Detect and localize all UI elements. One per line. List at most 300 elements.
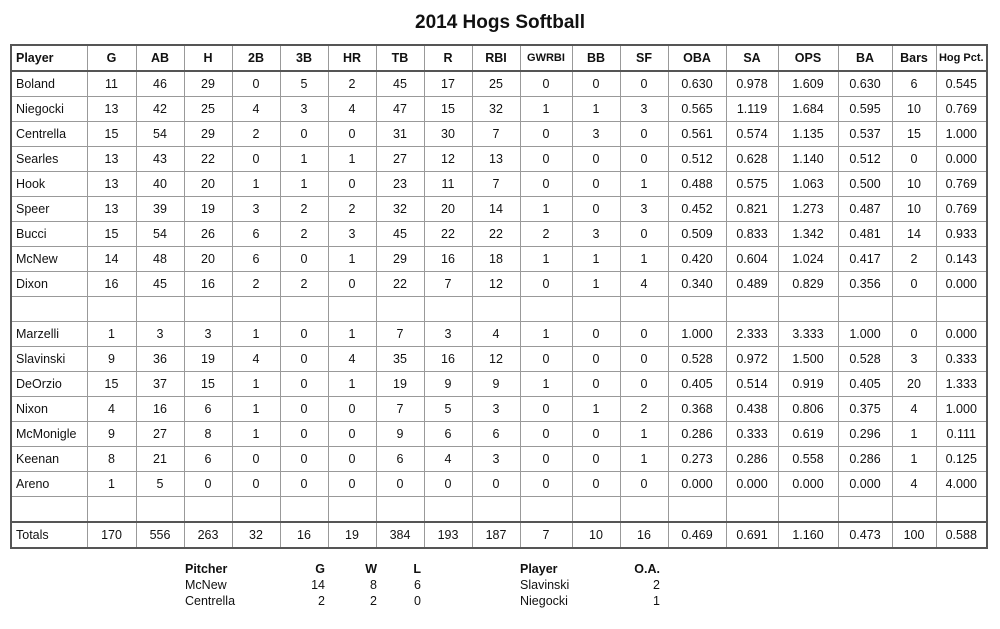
stat-cell: 1.063 [778, 172, 838, 197]
player-name-cell: McNew [11, 247, 87, 272]
stat-cell: 0 [520, 71, 572, 97]
stat-cell: 0.143 [936, 247, 987, 272]
column-header: AB [136, 45, 184, 71]
stat-cell: 0 [572, 322, 620, 347]
stat-cell: 10 [892, 172, 936, 197]
stat-cell: 0 [572, 447, 620, 472]
stat-cell: 47 [376, 97, 424, 122]
stat-cell: 29 [184, 71, 232, 97]
table-row [11, 172, 987, 197]
stat-cell: 4 [892, 472, 936, 497]
stat-cell: 1.000 [936, 122, 987, 147]
pitcher-table [185, 561, 421, 609]
stat-cell: 9 [424, 372, 472, 397]
stat-cell: 1 [620, 447, 668, 472]
stat-cell: 27 [136, 422, 184, 447]
stat-cell: 2 [328, 197, 376, 222]
stat-cell: 0.000 [778, 472, 838, 497]
stat-cell [778, 497, 838, 523]
stat-cell: 0.512 [838, 147, 892, 172]
stat-cell [87, 497, 136, 523]
stat-cell: 0 [620, 322, 668, 347]
column-header: H [184, 45, 232, 71]
stat-cell: 29 [184, 122, 232, 147]
stat-cell: 0 [520, 472, 572, 497]
stat-cell: 0 [620, 472, 668, 497]
stat-cell: 3 [472, 397, 520, 422]
stat-cell [520, 497, 572, 523]
stat-cell: 22 [472, 222, 520, 247]
total-cell: 556 [136, 522, 184, 548]
stat-cell: 37 [136, 372, 184, 397]
stat-cell: 3 [136, 322, 184, 347]
total-cell: 32 [232, 522, 280, 548]
stat-cell: 3.333 [778, 322, 838, 347]
stat-cell: 9 [376, 422, 424, 447]
stat-cell: 1 [892, 447, 936, 472]
pitcher-stat: 8 [370, 578, 377, 592]
stat-cell: 0.630 [668, 71, 726, 97]
stat-cell: 0.286 [668, 422, 726, 447]
pitcher-name: McNew [185, 578, 227, 592]
stat-cell: 0 [520, 122, 572, 147]
stat-cell: 48 [136, 247, 184, 272]
stat-cell: 5 [424, 397, 472, 422]
stat-cell [668, 497, 726, 523]
stat-cell: 0 [892, 147, 936, 172]
stat-cell: 22 [184, 147, 232, 172]
stat-cell: 32 [376, 197, 424, 222]
pitcher-stat: 6 [414, 578, 421, 592]
stat-cell: 0.356 [838, 272, 892, 297]
column-header: SF [620, 45, 668, 71]
stat-cell: 16 [424, 247, 472, 272]
stat-cell: 5 [280, 71, 328, 97]
stat-cell: 0 [280, 122, 328, 147]
stat-cell [328, 297, 376, 322]
column-header: GWRBI [520, 45, 572, 71]
stat-cell: 0.833 [726, 222, 778, 247]
stat-cell: 40 [136, 172, 184, 197]
stat-cell: 0 [328, 397, 376, 422]
stat-cell: 0.528 [838, 347, 892, 372]
total-cell: 1.160 [778, 522, 838, 548]
stat-cell: 45 [376, 222, 424, 247]
stat-cell [136, 497, 184, 523]
stat-cell: 1.000 [936, 397, 987, 422]
stat-cell: 2 [232, 272, 280, 297]
player-name-cell: Hook [11, 172, 87, 197]
stat-cell [232, 497, 280, 523]
batting-stats-table [10, 44, 988, 549]
table-row [11, 122, 987, 147]
stat-cell: 0.509 [668, 222, 726, 247]
stat-cell: 4 [424, 447, 472, 472]
stat-cell: 0.405 [838, 372, 892, 397]
player-name-cell: Niegocki [11, 97, 87, 122]
stat-cell: 6 [232, 222, 280, 247]
stat-cell: 0 [572, 172, 620, 197]
stat-cell: 0.512 [668, 147, 726, 172]
player-name-cell: Speer [11, 197, 87, 222]
stat-cell: 20 [184, 247, 232, 272]
stat-cell: 20 [424, 197, 472, 222]
stat-cell: 13 [87, 147, 136, 172]
stat-cell: 7 [472, 172, 520, 197]
stat-cell: 23 [376, 172, 424, 197]
stat-cell: 0 [328, 122, 376, 147]
stat-cell: 27 [376, 147, 424, 172]
stat-cell [620, 297, 668, 322]
stat-cell: 0 [572, 472, 620, 497]
stat-cell: 1.333 [936, 372, 987, 397]
stat-cell: 0 [280, 422, 328, 447]
stat-cell: 25 [472, 71, 520, 97]
stat-cell: 0.972 [726, 347, 778, 372]
stat-cell: 1 [620, 422, 668, 447]
stat-cell: 4.000 [936, 472, 987, 497]
stat-cell: 54 [136, 122, 184, 147]
player-name-cell: Searles [11, 147, 87, 172]
stat-cell: 5 [136, 472, 184, 497]
stat-cell [726, 297, 778, 322]
stat-cell: 7 [472, 122, 520, 147]
stat-cell: 12 [472, 272, 520, 297]
stat-cell: 1 [328, 147, 376, 172]
stat-cell: 13 [87, 197, 136, 222]
stat-cell: 0 [232, 472, 280, 497]
stat-cell [726, 497, 778, 523]
total-cell: 7 [520, 522, 572, 548]
stat-cell: 1.684 [778, 97, 838, 122]
stat-cell: 1 [520, 372, 572, 397]
stat-cell: 1 [572, 247, 620, 272]
table-row [11, 222, 987, 247]
stat-cell: 2 [280, 197, 328, 222]
stat-cell: 0.125 [936, 447, 987, 472]
stat-cell [838, 297, 892, 322]
stat-cell: 4 [472, 322, 520, 347]
stat-cell: 45 [376, 71, 424, 97]
column-header: Hog Pct. [936, 45, 987, 71]
table-row [11, 97, 987, 122]
oa-value: 1 [653, 594, 660, 608]
stat-cell: 10 [892, 97, 936, 122]
oa-column-header: O.A. [634, 562, 660, 576]
stat-cell: 0.000 [726, 472, 778, 497]
player-name-cell: Keenan [11, 447, 87, 472]
stat-cell: 0.000 [936, 322, 987, 347]
stat-cell: 0 [520, 397, 572, 422]
stat-cell: 0 [572, 372, 620, 397]
stat-cell [620, 497, 668, 523]
stat-cell [778, 297, 838, 322]
stat-cell: 0.545 [936, 71, 987, 97]
stat-cell: 22 [424, 222, 472, 247]
oa-column-header: Player [520, 562, 558, 576]
stat-cell: 4 [328, 347, 376, 372]
stat-cell [376, 297, 424, 322]
stat-cell: 20 [892, 372, 936, 397]
table-row [11, 247, 987, 272]
stat-cell: 0.273 [668, 447, 726, 472]
player-name-cell [11, 497, 87, 523]
stat-cell: 30 [424, 122, 472, 147]
stat-cell: 1 [520, 322, 572, 347]
stat-cell: 0.514 [726, 372, 778, 397]
stat-cell: 13 [87, 97, 136, 122]
page-title: 2014 Hogs Softball [415, 12, 585, 33]
total-cell: 263 [184, 522, 232, 548]
player-name-cell: Bucci [11, 222, 87, 247]
stat-cell: 4 [232, 97, 280, 122]
column-header: OBA [668, 45, 726, 71]
stat-cell: 0.286 [838, 447, 892, 472]
stat-cell: 0.558 [778, 447, 838, 472]
stat-cell: 35 [376, 347, 424, 372]
stat-cell: 7 [376, 397, 424, 422]
stat-cell: 3 [424, 322, 472, 347]
stat-cell [838, 497, 892, 523]
stat-cell: 0.000 [838, 472, 892, 497]
stat-cell: 17 [424, 71, 472, 97]
stat-cell: 0 [232, 447, 280, 472]
stat-cell: 0 [232, 71, 280, 97]
table-row [11, 197, 987, 222]
stat-cell: 0 [572, 347, 620, 372]
stat-cell: 1 [892, 422, 936, 447]
stat-cell: 3 [184, 322, 232, 347]
stat-cell [328, 497, 376, 523]
stat-cell: 0 [280, 472, 328, 497]
table-row [11, 422, 987, 447]
total-cell: 100 [892, 522, 936, 548]
stat-cell: 13 [472, 147, 520, 172]
column-header: 2B [232, 45, 280, 71]
stat-cell: 4 [892, 397, 936, 422]
stat-cell: 25 [184, 97, 232, 122]
total-cell: 16 [620, 522, 668, 548]
stat-cell: 0.420 [668, 247, 726, 272]
stat-cell: 1 [520, 247, 572, 272]
stat-cell: 1.024 [778, 247, 838, 272]
stat-cell: 13 [87, 172, 136, 197]
stat-cell: 21 [136, 447, 184, 472]
stat-cell: 0.978 [726, 71, 778, 97]
stat-cell: 2 [620, 397, 668, 422]
player-name-cell: Centrella [11, 122, 87, 147]
total-cell: 19 [328, 522, 376, 548]
stat-cell: 15 [87, 222, 136, 247]
pitcher-stat: 14 [311, 578, 325, 592]
stat-cell: 0 [620, 222, 668, 247]
stat-cell: 1 [572, 97, 620, 122]
stat-cell [424, 297, 472, 322]
stat-cell: 0.628 [726, 147, 778, 172]
stat-cell [572, 297, 620, 322]
stat-cell: 0 [620, 372, 668, 397]
stat-cell: 43 [136, 147, 184, 172]
stat-cell: 0 [328, 472, 376, 497]
column-header: SA [726, 45, 778, 71]
table-row [11, 497, 987, 523]
stat-cell: 2 [280, 222, 328, 247]
total-cell: 187 [472, 522, 520, 548]
player-name-cell [11, 297, 87, 322]
totals-label: Totals [11, 522, 87, 548]
column-header: OPS [778, 45, 838, 71]
stat-cell: 1 [280, 147, 328, 172]
pitcher-column-header: W [365, 562, 377, 576]
stat-cell: 1 [232, 397, 280, 422]
stat-cell: 10 [892, 197, 936, 222]
stat-cell: 12 [424, 147, 472, 172]
pitcher-stat: 2 [318, 594, 325, 608]
stat-cell: 0.333 [726, 422, 778, 447]
stat-cell [424, 497, 472, 523]
player-name-cell: Marzelli [11, 322, 87, 347]
stat-cell: 4 [328, 97, 376, 122]
stat-cell [87, 297, 136, 322]
stat-cell: 0.619 [778, 422, 838, 447]
stat-cell: 0.438 [726, 397, 778, 422]
stat-cell: 14 [87, 247, 136, 272]
stat-cell: 0 [520, 172, 572, 197]
stat-cell: 29 [376, 247, 424, 272]
stat-cell: 16 [136, 397, 184, 422]
table-row [11, 147, 987, 172]
stat-cell: 0 [520, 447, 572, 472]
pitcher-column-header: L [413, 562, 421, 576]
stat-cell: 16 [184, 272, 232, 297]
oa-value: 2 [653, 578, 660, 592]
stat-cell: 0 [280, 397, 328, 422]
stat-cell: 0.769 [936, 97, 987, 122]
table-row [11, 472, 987, 497]
stat-cell: 45 [136, 272, 184, 297]
pitcher-name: Centrella [185, 594, 236, 608]
stat-cell: 1 [620, 247, 668, 272]
player-name-cell: McMonigle [11, 422, 87, 447]
total-cell: 0.691 [726, 522, 778, 548]
stat-cell: 0.769 [936, 197, 987, 222]
stat-cell: 0 [232, 147, 280, 172]
stat-cell: 0.340 [668, 272, 726, 297]
stat-cell [184, 297, 232, 322]
stat-cell: 0 [328, 172, 376, 197]
stat-cell: 6 [232, 247, 280, 272]
player-name-cell: Nixon [11, 397, 87, 422]
total-cell: 16 [280, 522, 328, 548]
stat-cell: 0.111 [936, 422, 987, 447]
stat-cell: 0 [184, 472, 232, 497]
stat-cell [184, 497, 232, 523]
stat-cell: 2 [328, 71, 376, 97]
stat-cell: 0.630 [838, 71, 892, 97]
stat-cell: 0.481 [838, 222, 892, 247]
stat-cell: 0 [376, 472, 424, 497]
stat-cell: 12 [472, 347, 520, 372]
stat-cell: 1 [232, 422, 280, 447]
stat-cell: 7 [424, 272, 472, 297]
stat-cell [232, 297, 280, 322]
stat-cell: 1 [232, 322, 280, 347]
pitcher-row [185, 593, 421, 609]
pitcher-stat: 0 [414, 594, 421, 608]
stat-cell: 0.574 [726, 122, 778, 147]
stat-cell: 7 [376, 322, 424, 347]
stat-cell: 0 [280, 322, 328, 347]
stat-cell: 0.405 [668, 372, 726, 397]
column-header: RBI [472, 45, 520, 71]
total-cell: 193 [424, 522, 472, 548]
stat-cell: 6 [376, 447, 424, 472]
stat-cell: 0 [328, 272, 376, 297]
stat-cell: 22 [376, 272, 424, 297]
pitcher-row [185, 577, 421, 593]
stat-cell [280, 297, 328, 322]
stat-cell: 6 [472, 422, 520, 447]
stat-cell: 0.000 [668, 472, 726, 497]
stat-cell [668, 297, 726, 322]
stat-cell: 0 [280, 447, 328, 472]
stat-cell: 0 [620, 71, 668, 97]
stat-cell: 0 [520, 422, 572, 447]
total-cell: 10 [572, 522, 620, 548]
stat-cell [936, 297, 987, 322]
oa-row [520, 593, 660, 609]
stat-cell: 0 [520, 272, 572, 297]
stat-cell: 6 [892, 71, 936, 97]
stat-cell: 0 [892, 322, 936, 347]
stat-cell: 39 [136, 197, 184, 222]
stat-cell: 9 [472, 372, 520, 397]
stat-cell: 0 [520, 347, 572, 372]
stat-cell: 6 [184, 447, 232, 472]
player-name-cell: Slavinski [11, 347, 87, 372]
table-row [11, 397, 987, 422]
stat-cell: 16 [424, 347, 472, 372]
stat-cell: 2 [232, 122, 280, 147]
stat-cell: 0.452 [668, 197, 726, 222]
stat-cell: 6 [184, 397, 232, 422]
column-header: TB [376, 45, 424, 71]
column-header: BB [572, 45, 620, 71]
column-header: R [424, 45, 472, 71]
stat-cell [936, 497, 987, 523]
stat-cell: 16 [87, 272, 136, 297]
column-header: G [87, 45, 136, 71]
stat-cell: 15 [87, 372, 136, 397]
stat-cell: 54 [136, 222, 184, 247]
pitcher-column-header: Pitcher [185, 562, 228, 576]
header-row [11, 45, 987, 71]
stat-cell: 1.609 [778, 71, 838, 97]
column-header: 3B [280, 45, 328, 71]
stat-cell: 0.919 [778, 372, 838, 397]
stat-cell [520, 297, 572, 322]
stat-cell: 0 [280, 372, 328, 397]
stat-cell: 0 [620, 347, 668, 372]
stat-cell: 31 [376, 122, 424, 147]
table-row [11, 71, 987, 97]
stat-cell: 0 [520, 147, 572, 172]
stat-cell: 1.119 [726, 97, 778, 122]
player-name-cell: Dixon [11, 272, 87, 297]
stat-cell [136, 297, 184, 322]
stat-cell: 1 [280, 172, 328, 197]
stat-cell: 3 [572, 222, 620, 247]
